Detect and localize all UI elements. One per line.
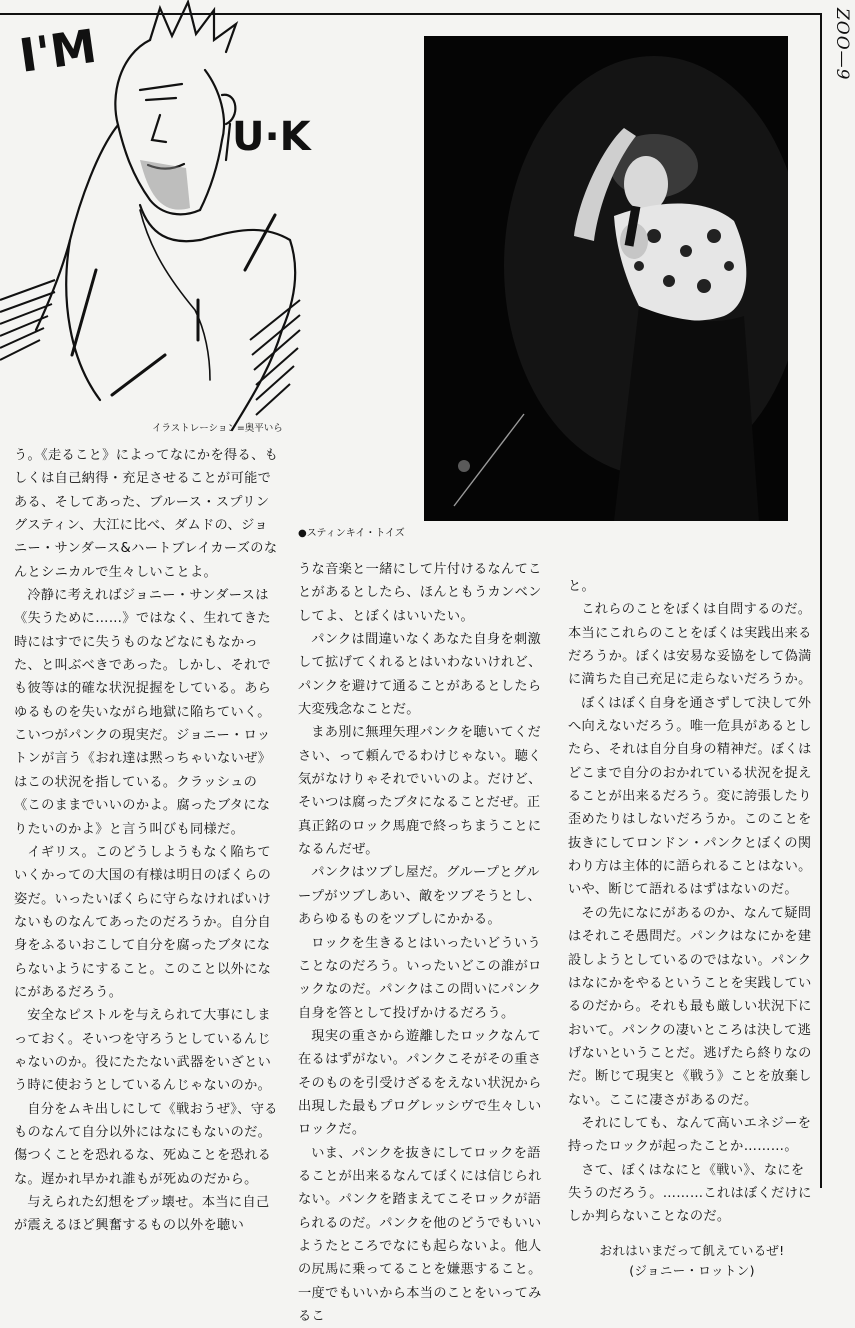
closing-quote [568, 1241, 816, 1281]
page-label: ZOO—9 [832, 8, 852, 81]
paragraph: パンクはツブし屋だ。グループとグループがツブしあい、敵をツブそうとし、あらゆるものをツブしにかかる。 [298, 865, 542, 928]
right-border [820, 13, 822, 1188]
illustration [0, 0, 330, 440]
paragraph: ぼくはぼく自身を通さずして決して外へ向えないだろう。唯一危具があるとしたら、それは自分自身の精神だ。ぼくはどこまで自分のおかれている状況を捉えることが出来るだろう。変に誇張したり歪めたりはしないだろうか。このことを抜きにしてロンドン・パンクとぼくの関わり方は主体的に語られることはない。いや、断じて語れるはずはないのだ。 [568, 695, 812, 898]
singer-photo-drawing [424, 36, 788, 521]
paragraph: まあ別に無理矢理パンクを聴いてください、って頼んでるわけじゃない。聴く気がなけりゃそれでいいのよ。だけど、そいつは腐ったブタになることだぜ。正真正銘のロック馬鹿で終っちまうことになるんだぜ。 [298, 725, 542, 858]
paragraph: いま、パンクを抜きにしてロックを語ることが出来るなんてぼくには信じられない。パンクを踏まえてこそロックが語られるのだ。パンクを他のどうでもいいようたところでなにも起らないよ。他人の尻馬に乗ってることを嫌悪すること。一度でもいいから本当のことをいってみるこ [298, 1145, 542, 1324]
illustration-credit: イラストレーション=奥平いら [152, 423, 283, 434]
paragraph: パンクは間違いなくあなた自身を刺激して拡げてくれるとはいわないけれど、パンクを避けて通ることがあるとしたら大変残念なことだ。 [298, 632, 542, 718]
paragraph: それにしても、なんて高いエネジーを持ったロックが起ったことか………。 [568, 1115, 812, 1155]
text-column-2 [298, 558, 552, 1328]
photo-caption: ●スティンキイ・トイズ [298, 528, 405, 539]
paragraph: その先になにがあるのか、なんて疑問はそれこそ愚問だ。パンクはなにかを建設しようとしているのではない。パンクはなにかをやるということを実践しているのだから。それも最も厳しい状況下において。パンクの凄いところは決して逃げないということだ。逃げたら終りなのだ。断じて現実と《戦う》ことを放棄しない。ここに凄さがあるのだ。 [568, 905, 812, 1108]
quote-attribution: (ジョニー・ロットン) [629, 1262, 755, 1278]
paragraph: 安全なピストルを与えられて大事にしまっておく。そいつを守ろうとしているんじゃないのか。役にたたない武器をいざという時に使おうとしているんじゃないのか。 [14, 1008, 272, 1094]
quote-text: おれはいまだって飢えているぜ! [599, 1242, 785, 1258]
text-column-3 [568, 575, 816, 1281]
paragraph: 与えられた幻想をブッ壊せ。本当に自己が震えるほど興奮するもの以外を聴い [14, 1195, 270, 1234]
concert-photo [424, 36, 788, 521]
paragraph: ロックを生きるとはいったいどういうことなのだろう。いったいどこの誰がロックなのだ。パンクはこの問いにパンク自身を答として投げかけるだろう。 [298, 935, 542, 1021]
paragraph: と。 [568, 579, 596, 594]
paragraph: 自分をムキ出しにして《戦おうぜ》、守るものなんて自分以外にはなにもないのだ。傷つくことを恐れるな、死ぬことを恐れるな。遅かれ早かれ誰もが死ぬのだから。 [14, 1101, 278, 1187]
paragraph: う。《走ること》によってなにかを得る、もしくは自己納得・充足させることが可能である、そしてあった、ブルース・スプリングスティン、大江に比べ、ダムドの、ジョニー・サンダース&ハートブレイカーズのなんとシニカルで生々しいことよ。 [14, 448, 279, 580]
paragraph: イギリス。このどうしようもなく陥ちていくかっての大国の有様は明日のぼくらの姿だ。いったいぼくらに守らなければいけないものなんてあったのだろうか。自分自身をふるいおこして自分を腐ったブタにならないようにすること。このこと以外になにがあるだろう。 [14, 844, 272, 1000]
paragraph: 冷静に考えればジョニー・サンダースは《失うために……》ではなく、生れてきた時にはすでに失うものなどなにもなかった、と叫ぶべきであった。しかし、それでも彼等は的確な状況捉握をしている。あらゆるものを失いながら地獄に陥ちていく。こいつがパンクの現実だ。ジョニー・ロットンが言う《おれ達は黙っちゃいないぜ》はこの状況を指している。クラッシュの《このままでいいのかよ。腐ったブタになりたいのかよ》と言う叫びも同様だ。 [14, 588, 272, 837]
text-column-1 [14, 444, 280, 1238]
punk-illustration-drawing [0, 0, 330, 440]
paragraph: これらのことをぼくは自問するのだ。本当にこれらのことをぼくは実践出来るだろうか。ぼくは安易な妥協をして偽満に満ちた自己充足に走らないだろうか。 [568, 602, 812, 688]
lettering-uk: U·K [232, 114, 311, 160]
lettering-im: I'M [16, 18, 100, 83]
paragraph: さて、ぼくはなにと《戦い》、なにを失うのだろう。………これはぼくだけにしか判らないことなのだ。 [568, 1162, 812, 1225]
paragraph: うな音楽と一緒にして片付けるなんてことがあるとしたら、ほんともうカンベンしてよ、とぼくはいいたい。 [298, 562, 542, 624]
paragraph: 現実の重さから遊離したロックなんて在るはずがない。パンクこそがその重さそのものを引受けざるをえない状況から出現した最もプログレッシヴで生々しいロックだ。 [298, 1028, 542, 1138]
